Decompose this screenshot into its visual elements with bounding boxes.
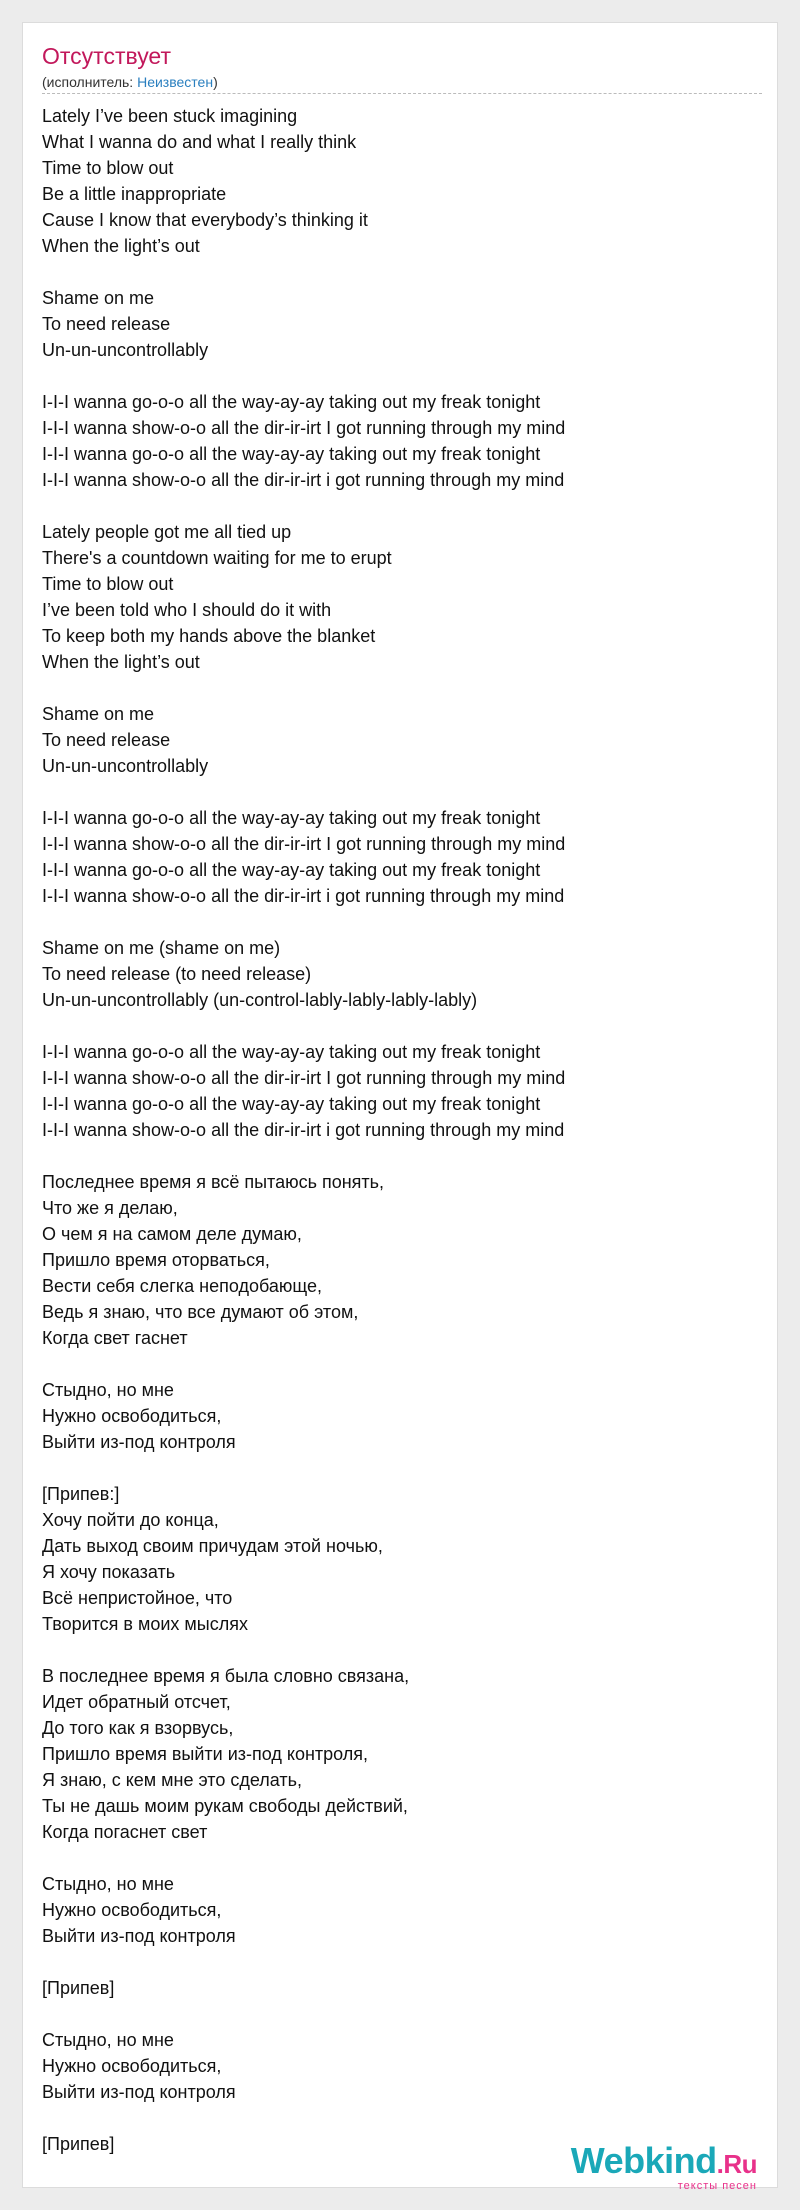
lyric-line: I-I-I wanna go-o-o all the way-ay-ay taking out my freak tonight <box>42 392 541 412</box>
stanza-gap <box>42 779 762 805</box>
lyric-line: Un-un-uncontrollably <box>42 340 209 360</box>
lyric-line: To need release (to need release) <box>42 964 312 984</box>
stanza-gap <box>42 1143 762 1169</box>
lyric-line: О чем я на самом деле думаю, <box>42 1224 302 1244</box>
lyric-line: Time to blow out <box>42 158 174 178</box>
logo-name: Webkind <box>570 2140 717 2181</box>
lyric-line: Un-un-uncontrollably (un-control-lably-lably-lably-lably) <box>42 990 478 1010</box>
lyric-line: Когда свет гаснет <box>42 1328 188 1348</box>
lyric-line: When the light’s out <box>42 652 200 672</box>
artist-prefix: (исполнитель: <box>42 74 138 90</box>
lyric-line: Выйти из-под контроля <box>42 2082 236 2102</box>
lyric-line: To keep both my hands above the blanket <box>42 626 376 646</box>
lyric-line: Идет обратный отсчет, <box>42 1692 231 1712</box>
stanza-gap <box>42 1949 762 1975</box>
stanza-gap <box>42 1455 762 1481</box>
lyric-line: I-I-I wanna show-o-o all the dir-ir-irt I got running through my mind <box>42 834 566 854</box>
artist-suffix: ) <box>213 74 218 90</box>
lyric-line: Shame on me (shame on me) <box>42 938 281 958</box>
lyric-line: В последнее время я была словно связана, <box>42 1666 410 1686</box>
lyric-line: Вести себя слегка неподобающе, <box>42 1276 323 1296</box>
lyric-line: I-I-I wanna go-o-o all the way-ay-ay taking out my freak tonight <box>42 860 541 880</box>
lyric-line: Пришло время оторваться, <box>42 1250 270 1270</box>
stanza-gap <box>42 2105 762 2131</box>
lyric-line: There's a countdown waiting for me to erupt <box>42 548 392 568</box>
lyric-line: Что же я делаю, <box>42 1198 178 1218</box>
lyric-line: Нужно освободиться, <box>42 2056 222 2076</box>
logo-tld: .Ru <box>716 2149 757 2179</box>
lyric-line: Выйти из-под контроля <box>42 1926 236 1946</box>
lyric-line: Time to blow out <box>42 574 174 594</box>
lyric-line: [Припев] <box>42 1978 115 1998</box>
stanza-gap <box>42 1013 762 1039</box>
lyric-line: Lately I’ve been stuck imagining <box>42 106 298 126</box>
site-logo[interactable] <box>570 2140 757 2192</box>
lyric-line: Стыдно, но мне <box>42 1380 174 1400</box>
lyric-line: Ведь я знаю, что все думают об этом, <box>42 1302 359 1322</box>
lyric-line: Творится в моих мыслях <box>42 1614 248 1634</box>
song-title: Отсутствует <box>42 43 171 69</box>
lyric-line: Я хочу показать <box>42 1562 176 1582</box>
logo-wordmark <box>570 2140 757 2182</box>
lyric-line: What I wanna do and what I really think <box>42 132 357 152</box>
lyric-line: Cause I know that everybody’s thinking it <box>42 210 368 230</box>
lyric-line: Хочу пойти до конца, <box>42 1510 219 1530</box>
lyric-line: I-I-I wanna go-o-o all the way-ay-ay taking out my freak tonight <box>42 1094 541 1114</box>
lyric-line: До того как я взорвусь, <box>42 1718 234 1738</box>
lyric-line: Дать выход своим причудам этой ночью, <box>42 1536 383 1556</box>
lyric-line: To need release <box>42 730 171 750</box>
lyric-line: I-I-I wanna show-o-o all the dir-ir-irt i got running through my mind <box>42 470 565 490</box>
lyric-line: Shame on me <box>42 288 155 308</box>
lyric-line: Be a little inappropriate <box>42 184 227 204</box>
stanza-gap <box>42 259 762 285</box>
lyric-line: Когда погаснет свет <box>42 1822 208 1842</box>
lyric-line: I’ve been told who I should do it with <box>42 600 332 620</box>
lyric-line: I-I-I wanna go-o-o all the way-ay-ay taking out my freak tonight <box>42 808 541 828</box>
lyric-line: Un-un-uncontrollably <box>42 756 209 776</box>
lyric-line: I-I-I wanna show-o-o all the dir-ir-irt I got running through my mind <box>42 418 566 438</box>
lyric-line: Shame on me <box>42 704 155 724</box>
lyric-line: Нужно освободиться, <box>42 1406 222 1426</box>
lyric-line: When the light’s out <box>42 236 200 256</box>
lyric-line: Lately people got me all tied up <box>42 522 292 542</box>
lyric-line: Стыдно, но мне <box>42 1874 174 1894</box>
lyric-line: [Припев:] <box>42 1484 120 1504</box>
lyrics-card <box>22 22 778 2192</box>
lyric-line: I-I-I wanna go-o-o all the way-ay-ay taking out my freak tonight <box>42 1042 541 1062</box>
lyric-line: To need release <box>42 314 171 334</box>
stanza-gap <box>42 1845 762 1871</box>
logo-tagline: тексты песен <box>677 2180 757 2192</box>
lyric-line: Пришло время выйти из-под контроля, <box>42 1744 369 1764</box>
artist-link[interactable]: Неизвестен <box>137 74 214 90</box>
divider <box>42 93 762 94</box>
lyric-line: Ты не дашь моим рукам свободы действий, <box>42 1796 408 1816</box>
stanza-gap <box>42 909 762 935</box>
lyric-line: Выйти из-под контроля <box>42 1432 236 1452</box>
lyric-line: Последнее время я всё пытаюсь понять, <box>42 1172 385 1192</box>
stanza-gap <box>42 675 762 701</box>
lyric-line: Стыдно, но мне <box>42 2030 174 2050</box>
stanza-gap <box>42 2001 762 2027</box>
stanza-gap <box>42 363 762 389</box>
lyric-line: Нужно освободиться, <box>42 1900 222 1920</box>
lyric-line: I-I-I wanna go-o-o all the way-ay-ay taking out my freak tonight <box>42 444 541 464</box>
lyric-line: I-I-I wanna show-o-o all the dir-ir-irt I got running through my mind <box>42 1068 566 1088</box>
stanza-gap <box>42 493 762 519</box>
lyric-line: Всё непристойное, что <box>42 1588 233 1608</box>
lyrics-text <box>42 103 762 2157</box>
artist-line <box>42 74 218 90</box>
lyric-line: Я знаю, с кем мне это сделать, <box>42 1770 302 1790</box>
lyric-line: [Припев] <box>42 2134 115 2154</box>
lyric-line: I-I-I wanna show-o-o all the dir-ir-irt i got running through my mind <box>42 1120 565 1140</box>
stanza-gap <box>42 1351 762 1377</box>
lyric-line: I-I-I wanna show-o-o all the dir-ir-irt i got running through my mind <box>42 886 565 906</box>
stanza-gap <box>42 1637 762 1663</box>
